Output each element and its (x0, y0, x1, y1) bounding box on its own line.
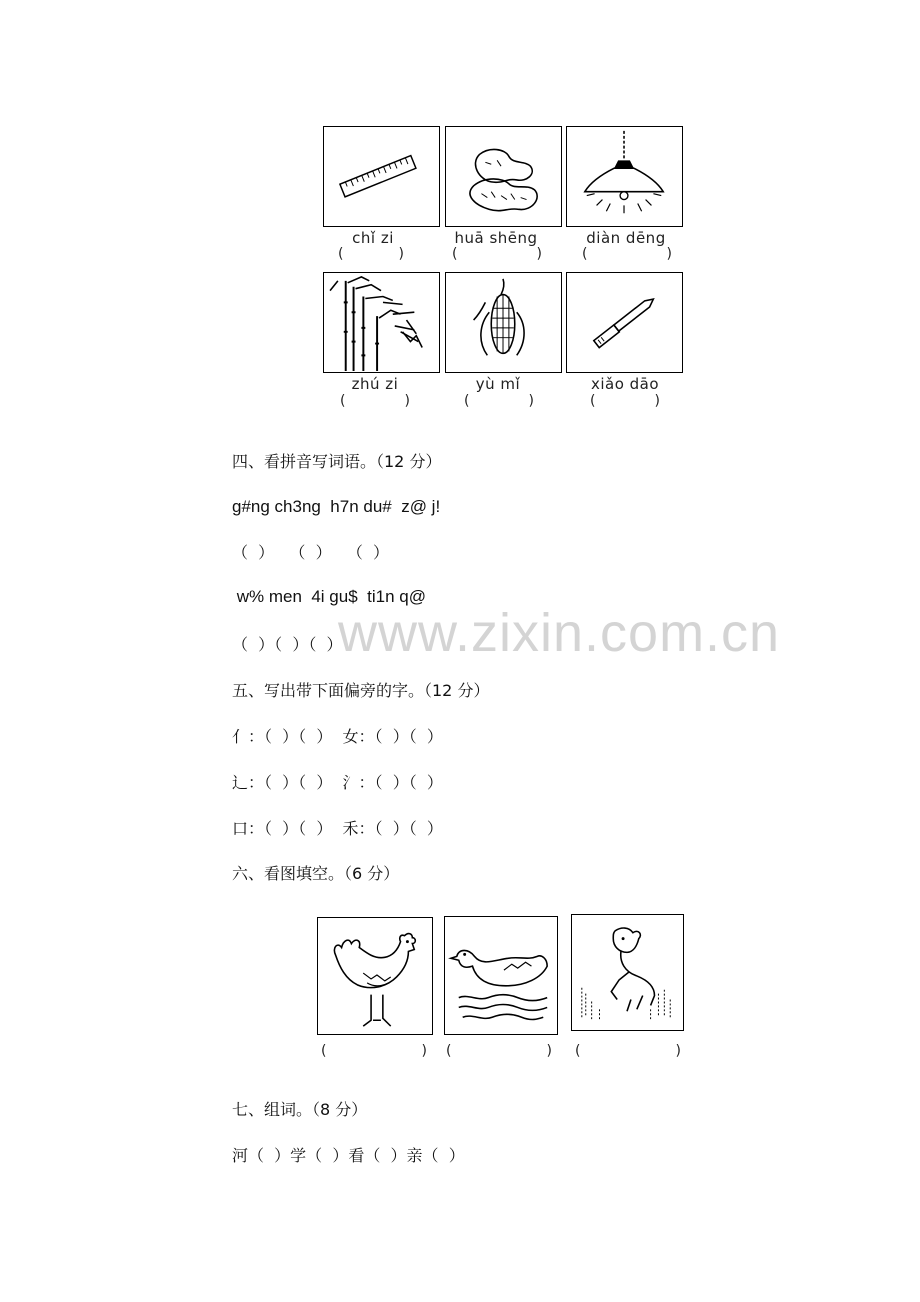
paren-open: ( (446, 1043, 452, 1059)
section5-row[interactable]: 亻：（ ）（ ） 女：（ ）（ ） (232, 727, 443, 746)
corn-icon (446, 273, 561, 372)
picture-peanut (445, 126, 562, 227)
picture-rooster (317, 917, 433, 1035)
paren-close: ) (675, 1043, 681, 1059)
section5-row[interactable]: 辶：（ ）（ ） 氵：（ ）（ ） (232, 773, 443, 792)
paren-open: ( (590, 393, 596, 409)
section4-heading: 四、看拼音写词语。（12 分） (232, 452, 442, 471)
paren-open: ( (452, 246, 458, 262)
paren-close: ) (666, 246, 672, 262)
paren-open: ( (340, 393, 346, 409)
paren-close: ) (654, 393, 660, 409)
pinyin-label: xiǎo dāo (590, 375, 660, 393)
answer-blank[interactable] (582, 246, 672, 262)
paren-open: ( (575, 1043, 581, 1059)
paren-close: ) (546, 1043, 552, 1059)
answer-blank[interactable] (338, 246, 404, 262)
lamb-icon (572, 915, 683, 1030)
pinyin-label: yù mǐ (475, 375, 521, 393)
pinyin-label: huā shēng (454, 229, 538, 247)
paren-close: ) (404, 393, 410, 409)
ruler-icon (324, 127, 439, 226)
section7-heading: 七、组词。（8 分） (232, 1100, 368, 1119)
picture-ruler (323, 126, 440, 227)
lamp-icon (567, 127, 682, 226)
pinyin-label: zhú zi (351, 375, 399, 393)
picture-duck (444, 916, 558, 1035)
picture-lamb (571, 914, 684, 1031)
section4-blanks-row2[interactable]: （ ）（ ）（ ） (232, 635, 343, 654)
section5-row[interactable]: 口：（ ）（ ） 禾：（ ）（ ） (232, 819, 443, 838)
picture-corn (445, 272, 562, 373)
duck-icon (445, 917, 557, 1034)
paren-open: ( (582, 246, 588, 262)
answer-blank[interactable] (575, 1043, 681, 1059)
picture-lamp (566, 126, 683, 227)
rooster-icon (318, 918, 432, 1034)
paren-close: ) (528, 393, 534, 409)
section4-pinyin-row1: g#ng ch3ng h7n du# z@ j! (232, 497, 441, 516)
knife-icon (567, 273, 682, 372)
paren-close: ) (398, 246, 404, 262)
section7-row[interactable]: 河（ ）学（ ）看（ ）亲（ ） (232, 1146, 465, 1165)
section5-heading: 五、写出带下面偏旁的字。（12 分） (232, 681, 490, 700)
pinyin-label: diàn dēng (586, 229, 666, 247)
answer-blank[interactable] (452, 246, 542, 262)
watermark: www.zixin.com.cn (338, 603, 781, 663)
paren-close: ) (536, 246, 542, 262)
answer-blank[interactable] (590, 393, 660, 409)
paren-close: ) (421, 1043, 427, 1059)
section4-blanks-row1[interactable]: （ ） （ ） （ ） (232, 543, 390, 562)
answer-blank[interactable] (340, 393, 410, 409)
section6-heading: 六、看图填空。（6 分） (232, 864, 400, 883)
paren-open: ( (321, 1043, 327, 1059)
pinyin-label: chǐ zi (352, 229, 394, 247)
picture-bamboo (323, 272, 440, 373)
bamboo-icon (324, 273, 439, 372)
answer-blank[interactable] (321, 1043, 427, 1059)
paren-open: ( (338, 246, 344, 262)
peanut-icon (446, 127, 561, 226)
picture-knife (566, 272, 683, 373)
section4-pinyin-row2: w% men 4i gu$ ti1n q@ (232, 587, 426, 606)
answer-blank[interactable] (464, 393, 534, 409)
answer-blank[interactable] (446, 1043, 552, 1059)
paren-open: ( (464, 393, 470, 409)
